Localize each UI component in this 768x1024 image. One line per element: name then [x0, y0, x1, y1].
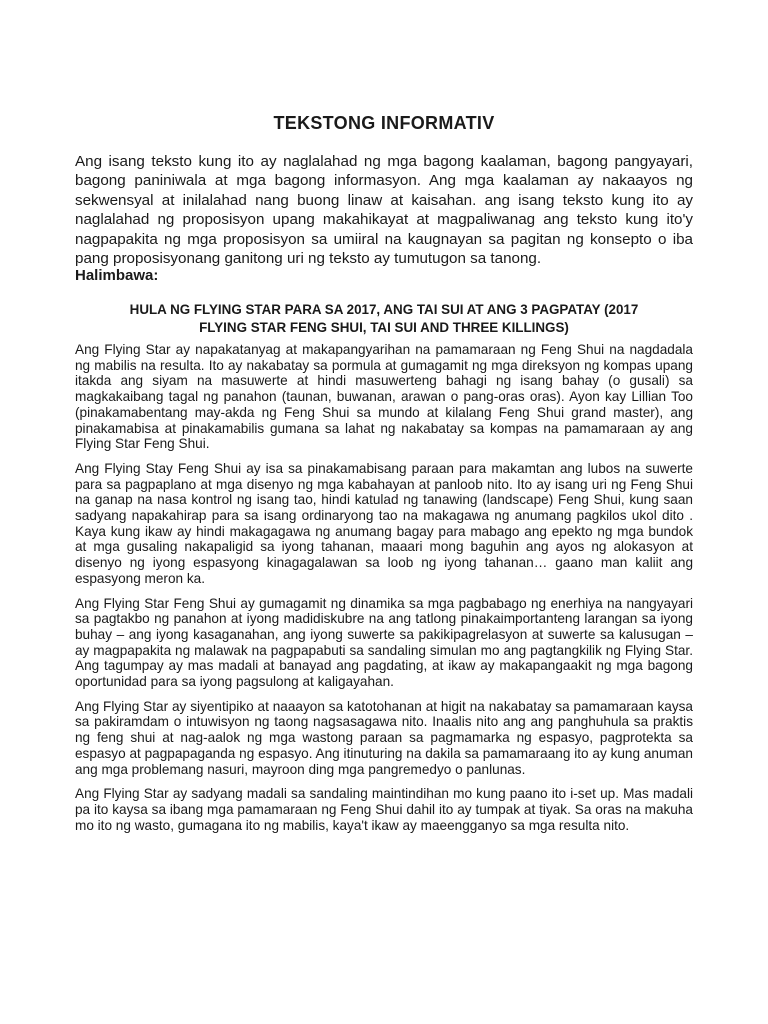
article-title	[75, 301, 693, 337]
article-paragraph: Ang Flying Star ay sadyang madali sa sandaling maintindihan mo kung paano ito i-set up. Mas madali pa ito kaysa sa ibang mga pamamaraan ng Feng Shui dahil ito ay tumpak at tiyak. Sa oras na makuha mo ito ng wasto, gumagana ito ng mabilis, kaya't ikaw ay maeengganyo sa mga resulta nito.	[75, 786, 693, 833]
article-paragraph: Ang Flying Star ay napakatanyag at makapangyarihan na pamamaraan ng Feng Shui na nagdadala ng mabilis na resulta. Ito ay nakabatay sa pormula at gumagamit ng mga direksyon ng kompas upang itakda ang siyam na masuwerte at hindi masuwerteng bahagi ng isang bahay (o gusali) sa magkakaibang tagal ng panahon (taunan, buwanan, arawan o pang-oras oras). Ayon kay Lillian Too (pinakamabentang may-akda ng Feng Shui sa mundo at kilalang Feng Shui grand master), ang pinakamabisa at pinakamabilis gumana sa lahat ng nakabatay sa kompas na pamamaraan ay ang Flying Star Feng Shui.	[75, 342, 693, 452]
article-title-line-2: FLYING STAR FENG SHUI, TAI SUI AND THREE KILLINGS)	[199, 320, 569, 335]
document-title: TEKSTONG INFORMATIV	[273, 113, 495, 133]
intro-paragraph: Ang isang teksto kung ito ay naglalahad ng mga bagong kaalaman, bagong pangyayari, bagong paniniwala at mga bagong informasyon. Ang mga kaalaman ay nakaayos ng sekwensyal at inilalahad nang buong linaw at kaisahan. ang isang teksto kung ito ay naglalahad ng proposisyon upang makahikayat at magpaliwanag ang teksto kung ito'y nagpapakita ng mga proposisyon sa umiiral na kaugnayan sa pagitan ng konsepto o iba pang proposisyonang ganitong uri ng teksto ay tumutugon sa tanong.	[75, 153, 693, 268]
article-paragraph: Ang Flying Star ay siyentipiko at naaayon sa katotohanan at higit na nakabatay sa pamamaraan kaysa sa pakiramdam o intuwisyon ng taong nagsasagawa nito. Inaalis nito ang ang panghuhula sa praktis ng feng shui at nag-aalok ng mga wastong paraan sa pagmamarka ng espasyo, pagprotekta sa espasyo at pagpapaganda ng espasyo. Ang itinuturing na dakila sa pamamaraang ito ay kung anuman ang mga problemang nasuri, mayroon ding mga pangremedyo o panlunas.	[75, 698, 693, 777]
example-label: Halimbawa:	[75, 267, 159, 284]
article-title-line-1: HULA NG FLYING STAR PARA SA 2017, ANG TAI SUI AT ANG 3 PAGPATAY (2017	[129, 302, 639, 317]
article-paragraph: Ang Flying Star Feng Shui ay gumagamit ng dinamika sa mga pagbabago ng enerhiya na nangyayari sa pagtakbo ng panahon at iyong madidiskubre na ang tatlong pinakaimportanteng larangan sa iyong buhay – ang iyong kasaganahan, ang iyong suwerte sa pakikipagrelasyon at suwerte sa kalusugan – ay magpapakita ng malawak na pagpapabuti sa sandaling simulan mo ang pagtangkilik ng Flying Star. Ang tagumpay ay mas madali at banayad ang pagdating, at ikaw ay makapangaakit ng mga bagong oportunidad para sa iyong pagsulong at kaligayahan.	[75, 595, 693, 690]
article-body	[75, 342, 693, 842]
article-paragraph: Ang Flying Stay Feng Shui ay isa sa pinakamabisang paraan para makamtan ang lubos na suwerte para sa pagpaplano at mga disenyo ng mga kabahayan at panloob nito. Ito ay isang uri ng Feng Shui na ganap na nasa kontrol ng isang tao, hindi katulad ng tanawing (landscape) Feng Shui, kung saan sadyang napakahirap para sa isang ordinaryong tao na makagawa ng anumang pagkilos ukol dito . Kaya kung ikaw ay hindi makagagawa ng anumang bagay para mabago ang epekto ng mga bundok at mga gusaling nakapaligid sa iyong tahanan, maaari mong baguhin ang ayos ng alokasyon at disenyo ng iyong espasyong kinagagalawan sa loob ng iyong tahanan… gaano man kaliit ang espasyong meron ka.	[75, 460, 693, 586]
